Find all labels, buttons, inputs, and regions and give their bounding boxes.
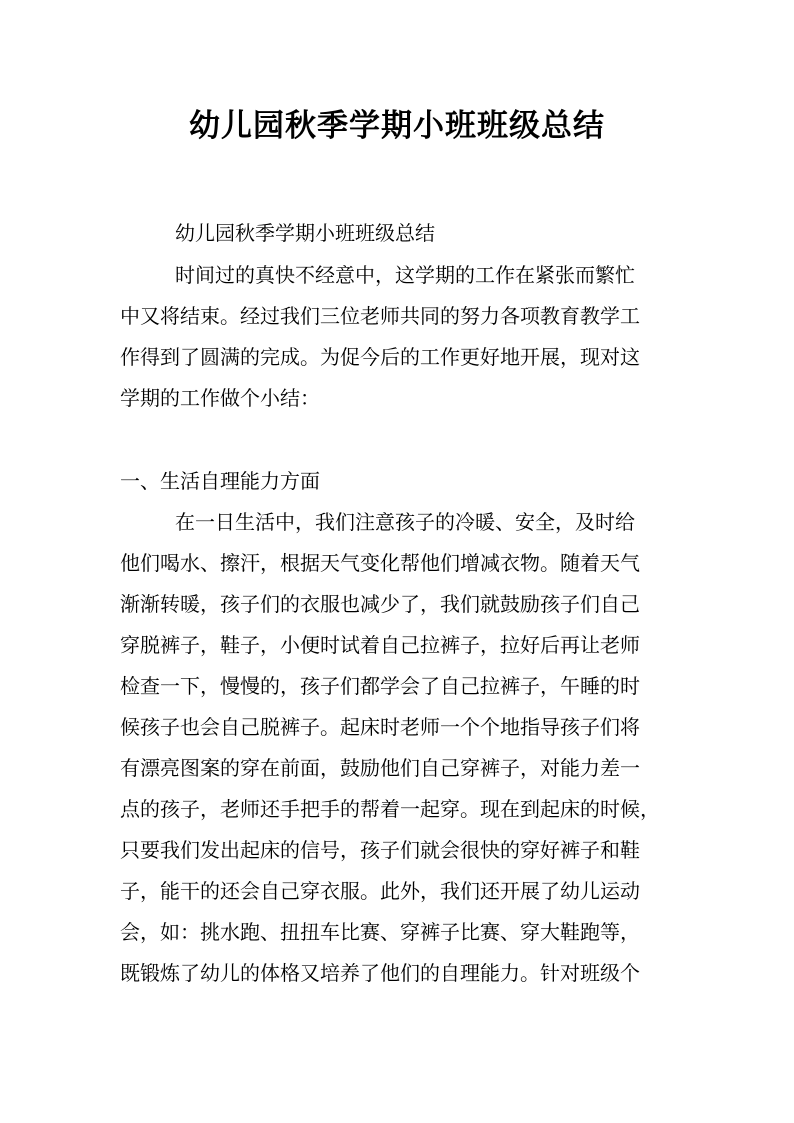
intro-line: 中又将结束。经过我们三位老师共同的努力各项教育教学工	[120, 304, 640, 328]
section-heading: 一、生活自理能力方面	[120, 469, 320, 493]
body-line: 穿脱裤子，鞋子，小便时试着自己拉裤子，拉好后再让老师	[120, 633, 640, 657]
intro-line: 时间过的真快不经意中，这学期的工作在紧张而繁忙	[175, 263, 635, 287]
body-line: 点的孩子，老师还手把手的帮着一起穿。现在到起床的时候，	[120, 797, 660, 821]
body-line: 既锻炼了幼儿的体格又培养了他们的自理能力。针对班级个	[120, 961, 640, 985]
document-title: 幼儿园秋季学期小班班级总结	[189, 108, 605, 144]
body-line: 有漂亮图案的穿在前面，鼓励他们自己穿裤子，对能力差一	[120, 756, 640, 780]
document-subtitle: 幼儿园秋季学期小班班级总结	[175, 221, 435, 245]
body-line: 他们喝水、擦汗，根据天气变化帮他们增减衣物。随着天气	[120, 551, 640, 575]
body-line: 检查一下，慢慢的，孩子们都学会了自己拉裤子，午睡的时	[120, 674, 640, 698]
intro-line: 作得到了圆满的完成。为促今后的工作更好地开展，现对这	[120, 345, 640, 369]
intro-line: 学期的工作做个小结：	[120, 386, 320, 410]
body-line: 候孩子也会自己脱裤子。起床时老师一个个地指导孩子们将	[120, 715, 640, 739]
body-line: 子，能干的还会自己穿衣服。此外，我们还开展了幼儿运动	[120, 879, 640, 903]
body-line: 渐渐转暖，孩子们的衣服也减少了，我们就鼓励孩子们自己	[120, 592, 640, 616]
body-line: 会，如：挑水跑、扭扭车比赛、穿裤子比赛、穿大鞋跑等，	[120, 920, 640, 944]
body-line: 在一日生活中，我们注意孩子的冷暖、安全，及时给	[175, 510, 635, 534]
body-line: 只要我们发出起床的信号，孩子们就会很快的穿好裤子和鞋	[120, 838, 640, 862]
